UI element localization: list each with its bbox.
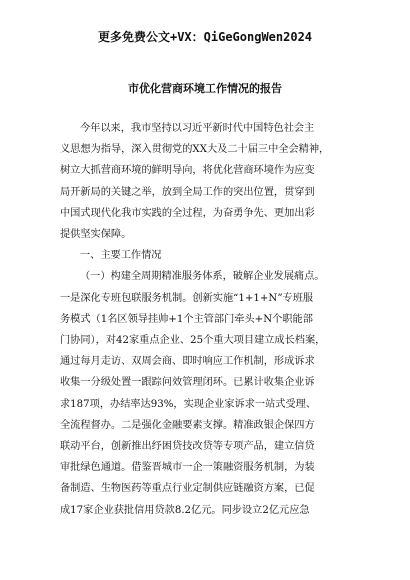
text-line: 一是深化专班包联服务机制。创新实施“1+1+N”专班服 xyxy=(60,292,314,304)
text-line: 审批绿色通道。借鉴晋城市一企一策融资服务机制，为装 xyxy=(60,462,315,474)
text-line: 今年以来，我市坚持以习近平新时代中国特色社会主 xyxy=(80,123,315,134)
report-title: 市优化营商环境工作情况的报告 xyxy=(128,82,282,95)
text-line: 收集一分级处置一跟踪问效管理闭环。已累计收集企业诉 xyxy=(60,377,315,389)
text-line: 中国式现代化我市实践的全过程，为奋勇争先、更加出彩 xyxy=(60,207,315,219)
subsection-heading: （一）构建全周期精准服务体系，破解企业发展痛点。 xyxy=(80,271,325,283)
text-line: 求187项，办结率达93%，实现企业家诉求一站式受理、 xyxy=(60,398,317,410)
text-line: 成17家企业获批信用贷款8.2亿元。同步设立2亿元应急 xyxy=(60,504,310,516)
text-line: 全流程督办。二是强化金融要素支撑。精准政银企保四方 xyxy=(60,419,315,431)
text-line: 提供坚实保障。 xyxy=(60,229,132,241)
text-line: 义思想为指导，深入贯彻党的XX大及二十届三中全会精神， xyxy=(60,144,330,156)
text-line: 树立大抓营商环境的鲜明导向，将优化营商环境作为应变 xyxy=(60,165,315,177)
text-line: 务模式（1名区领导挂帅+1个主管部门牵头+N个职能部 xyxy=(60,313,313,325)
section-heading: 一、主要工作情况 xyxy=(80,250,162,262)
text-line: 门协同），对42家重点企业、25个重大项目建立成长档案， xyxy=(60,335,326,347)
text-line: 局开新局的关键之举，放到全局工作的突出位置，贯穿到 xyxy=(60,186,315,198)
report-body xyxy=(60,118,356,521)
text-line: 通过每月走访、双周会商、即时响应工作机制，形成诉求 xyxy=(60,356,315,368)
text-line: 备制造、生物医药等重点行业定制供应链融资方案，已促 xyxy=(60,483,315,495)
text-line: 联动平台，创新推出纾困贷技改贷等专项产品，建立信贷 xyxy=(60,441,315,453)
header-promo: 更多免费公文+VX：QiGeGongWen2024 xyxy=(97,30,313,44)
